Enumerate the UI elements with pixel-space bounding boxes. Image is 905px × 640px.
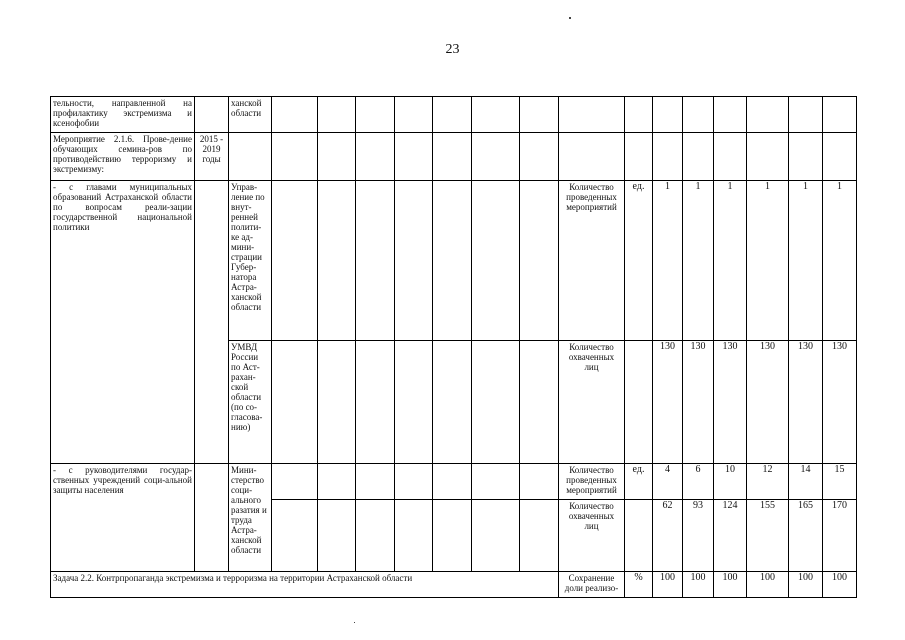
value-cell: 170 xyxy=(823,500,857,572)
value-cell: 100 xyxy=(747,572,789,598)
scan-speck xyxy=(354,622,355,623)
value-cell: 1 xyxy=(747,181,789,341)
table-row xyxy=(51,181,857,341)
unit-cell: ед. xyxy=(625,464,653,500)
value-cell: 4 xyxy=(653,464,683,500)
activity-cell: тельности, направленной на профилактику экстремизма и ксенофобии xyxy=(51,97,195,133)
indicator-cell: Количество охваченных лиц xyxy=(559,341,625,464)
executor-cell: ханской области xyxy=(229,97,272,133)
unit-cell: ед. xyxy=(625,181,653,341)
executor-cell: УМВД России по Аст-рахан-ской области (по со-гласова-нию) xyxy=(229,341,272,464)
value-cell: 1 xyxy=(714,181,747,341)
value-cell: 1 xyxy=(789,181,823,341)
value-cell: 1 xyxy=(823,181,857,341)
period-cell xyxy=(195,181,229,464)
value-cell: 100 xyxy=(823,572,857,598)
value-cell: 1 xyxy=(683,181,714,341)
value-cell: 165 xyxy=(789,500,823,572)
program-table xyxy=(50,96,857,598)
value-cell: 62 xyxy=(653,500,683,572)
unit-cell xyxy=(625,341,653,464)
value-cell: 130 xyxy=(653,341,683,464)
value-cell: 6 xyxy=(683,464,714,500)
value-cell: 130 xyxy=(747,341,789,464)
table-row xyxy=(51,464,857,500)
executor-cell: Мини-стерство соци-ального разатия и труда Астра-ханской области xyxy=(229,464,272,572)
value-cell: 100 xyxy=(683,572,714,598)
value-cell: 15 xyxy=(823,464,857,500)
scan-speck xyxy=(569,17,571,19)
value-cell: 14 xyxy=(789,464,823,500)
activity-cell: Мероприятие 2.1.6. Прове-дение обучающих семина-ров по противодействию терроризму и экстремизму: xyxy=(51,133,195,181)
value-cell: 100 xyxy=(789,572,823,598)
period-cell xyxy=(195,97,229,133)
page-number: 23 xyxy=(445,42,460,57)
indicator-cell: Количество проведенных мероприятий xyxy=(559,464,625,500)
value-cell: 1 xyxy=(653,181,683,341)
value-cell: 93 xyxy=(683,500,714,572)
activity-cell: - с главами муниципальных образований Астраханской области по вопросам реали-зации государственной национальной политики xyxy=(51,181,195,464)
table-row xyxy=(51,97,857,133)
indicator-cell: Количество охваченных лиц xyxy=(559,500,625,572)
value-cell: 130 xyxy=(714,341,747,464)
table-row xyxy=(51,133,857,181)
value-cell: 124 xyxy=(714,500,747,572)
period-cell: 2015 - 2019 годы xyxy=(195,133,229,181)
value-cell: 100 xyxy=(653,572,683,598)
value-cell: 155 xyxy=(747,500,789,572)
indicator-cell: Сохранение доли реализо- xyxy=(559,572,625,598)
executor-cell: Управ-ление по внут-ренней полити-ке ад-мини-страции Губер-натора Астра-ханской области xyxy=(229,181,272,341)
unit-cell xyxy=(625,500,653,572)
activity-cell: - с руководителями государ-ственных учреждений соци-альной защиты населения xyxy=(51,464,195,572)
period-cell xyxy=(195,464,229,572)
indicator-cell: Количество проведенных мероприятий xyxy=(559,181,625,341)
value-cell: 130 xyxy=(789,341,823,464)
value-cell: 130 xyxy=(683,341,714,464)
value-cell: 10 xyxy=(714,464,747,500)
value-cell: 100 xyxy=(714,572,747,598)
table-row xyxy=(51,572,857,598)
value-cell: 12 xyxy=(747,464,789,500)
unit-cell: % xyxy=(625,572,653,598)
value-cell: 130 xyxy=(823,341,857,464)
task-heading: Задача 2.2. Контрпропаганда экстремизма и терроризма на территории Астраханской области xyxy=(51,572,559,598)
